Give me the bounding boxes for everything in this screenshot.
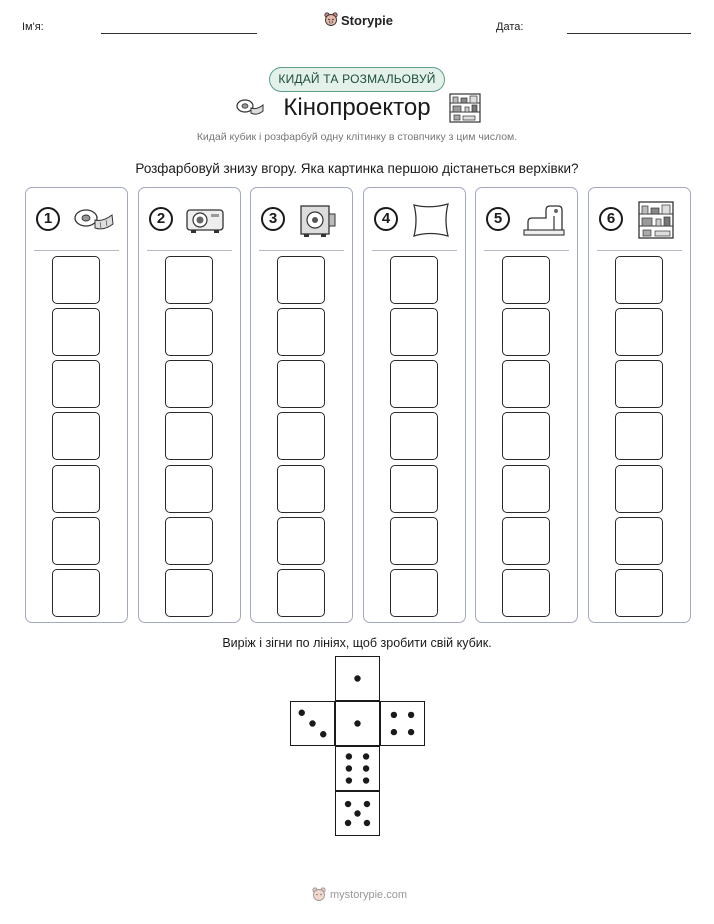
film-box-icon: [295, 200, 341, 240]
column-2: [138, 187, 241, 623]
color-cell[interactable]: [390, 465, 438, 513]
color-cell[interactable]: [390, 360, 438, 408]
brand-name: Storypie: [341, 12, 394, 28]
column-number: 3: [261, 207, 285, 231]
color-cell[interactable]: [52, 465, 100, 513]
color-cell[interactable]: [615, 569, 663, 617]
color-cell[interactable]: [502, 517, 550, 565]
color-cell[interactable]: [52, 517, 100, 565]
bear-logo-icon: [312, 887, 326, 903]
color-cell[interactable]: [277, 360, 325, 408]
color-cell[interactable]: [52, 360, 100, 408]
dice-face-3: [290, 701, 335, 746]
color-cell[interactable]: [615, 517, 663, 565]
color-cell[interactable]: [165, 465, 213, 513]
column-header: [26, 200, 127, 240]
color-cell[interactable]: [165, 517, 213, 565]
dice-face-1: [335, 656, 380, 701]
color-cell[interactable]: [615, 256, 663, 304]
dice-face-6: [335, 746, 380, 791]
color-cell[interactable]: [502, 308, 550, 356]
column-number: 1: [36, 207, 60, 231]
tool-shelf-icon: [633, 200, 679, 240]
color-cell[interactable]: [502, 465, 550, 513]
footer-url[interactable]: mystorypie.com: [330, 889, 408, 901]
column-header: [364, 200, 465, 240]
color-cell[interactable]: [277, 308, 325, 356]
projector-icon: [183, 200, 229, 240]
color-cell[interactable]: [52, 412, 100, 460]
column-4: [363, 187, 466, 623]
instruction: Розфарбовуй знизу вгору. Яка картинка першою дістанеться верхівки?: [135, 161, 579, 176]
name-label: Ім'я:: [22, 21, 44, 33]
footer: [312, 887, 407, 903]
page-title: Кінопроектор: [283, 94, 431, 121]
storypie-logo: [324, 12, 393, 28]
name-line[interactable]: [101, 33, 257, 34]
column-number: 2: [149, 207, 173, 231]
column-number: 5: [486, 207, 510, 231]
color-cell[interactable]: [277, 256, 325, 304]
color-cell[interactable]: [502, 360, 550, 408]
color-cell[interactable]: [390, 517, 438, 565]
dice-face-1: [335, 701, 380, 746]
cut-instruction: Виріж і зігни по лініях, щоб зробити свій кубик.: [222, 636, 492, 650]
column-number: 4: [374, 207, 398, 231]
column-header: [251, 200, 352, 240]
tool-shelf-icon: [449, 93, 481, 128]
color-cell[interactable]: [615, 360, 663, 408]
column-divider: [597, 250, 682, 251]
date-label: Дата:: [496, 21, 524, 33]
color-cell[interactable]: [165, 256, 213, 304]
column-header: [476, 200, 577, 240]
color-cell[interactable]: [165, 569, 213, 617]
column-number: 6: [599, 207, 623, 231]
color-cell[interactable]: [502, 412, 550, 460]
column-header: [589, 200, 690, 240]
color-cell[interactable]: [390, 308, 438, 356]
column-divider: [372, 250, 457, 251]
column-6: [588, 187, 691, 623]
color-cell[interactable]: [277, 517, 325, 565]
color-cell[interactable]: [277, 465, 325, 513]
color-cell[interactable]: [52, 569, 100, 617]
color-cell[interactable]: [390, 412, 438, 460]
color-cell[interactable]: [502, 256, 550, 304]
column-divider: [259, 250, 344, 251]
sewing-machine-icon: [520, 200, 566, 240]
dice-face-4: [380, 701, 425, 746]
film-reel-icon: [70, 200, 116, 240]
color-cell[interactable]: [615, 308, 663, 356]
date-line[interactable]: [567, 33, 691, 34]
color-cell[interactable]: [277, 569, 325, 617]
screen-icon: [408, 200, 454, 240]
column-5: [475, 187, 578, 623]
color-cell[interactable]: [615, 465, 663, 513]
column-1: [25, 187, 128, 623]
game-type-badge: КИДАЙ ТА РОЗМАЛЬОВУЙ: [269, 67, 445, 92]
column-divider: [484, 250, 569, 251]
bear-logo-icon: [324, 12, 338, 28]
column-divider: [34, 250, 119, 251]
color-cell[interactable]: [502, 569, 550, 617]
color-cell[interactable]: [277, 412, 325, 460]
color-cell[interactable]: [52, 308, 100, 356]
column-divider: [147, 250, 232, 251]
column-3: [250, 187, 353, 623]
dice-face-5: [335, 791, 380, 836]
color-cell[interactable]: [390, 256, 438, 304]
color-cell[interactable]: [615, 412, 663, 460]
subtitle: Кидай кубик і розфарбуй одну клітинку в стовпчику з цим числом.: [196, 131, 518, 143]
column-header: [139, 200, 240, 240]
color-cell[interactable]: [165, 412, 213, 460]
color-cell[interactable]: [165, 360, 213, 408]
color-cell[interactable]: [165, 308, 213, 356]
color-cell[interactable]: [52, 256, 100, 304]
color-cell[interactable]: [390, 569, 438, 617]
